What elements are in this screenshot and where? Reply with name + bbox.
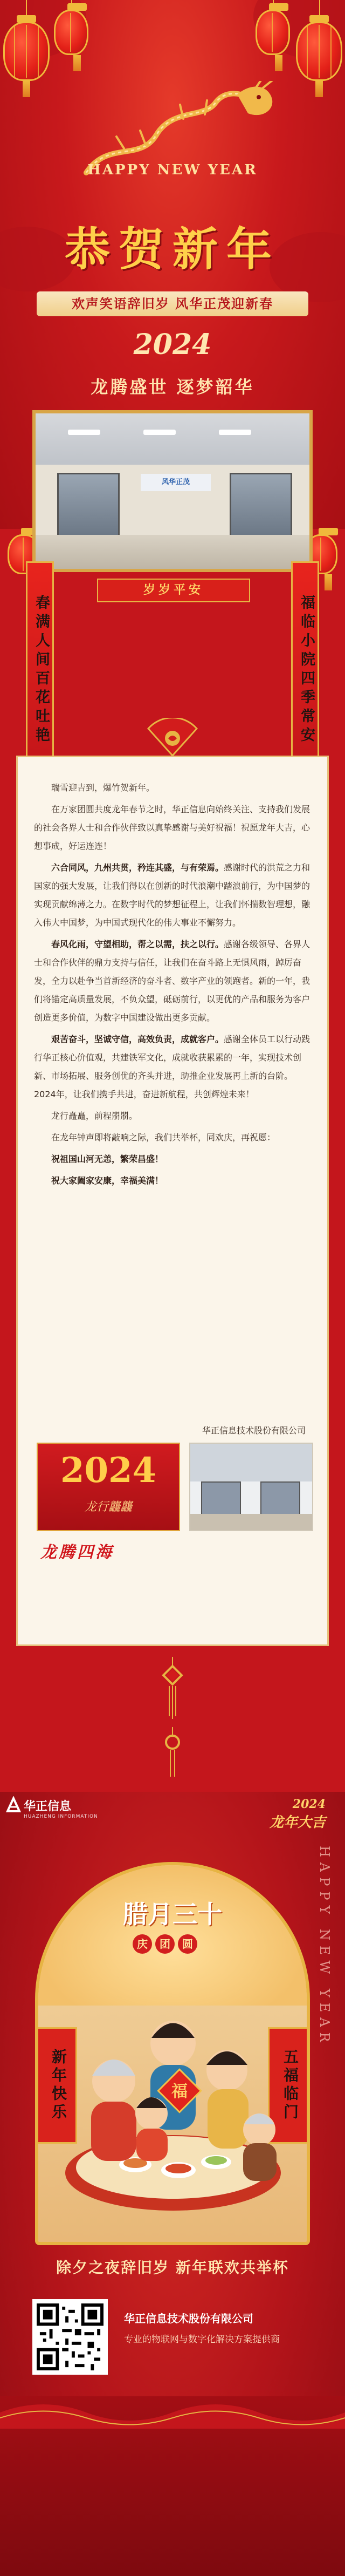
greeting-letter	[16, 756, 329, 1646]
lantern-icon	[54, 10, 88, 55]
poster-slogan: 除夕之夜辞旧岁 新年联欢共举杯	[56, 2259, 289, 2276]
letter-paragraph: 六合同风，九州共贯，矜连其盛，与有荣焉。感谢时代的洪荒之力和国家的强大发展，让我们得以在创新的时代浪潮中踏浪前行，为中国梦的实现贡献绵薄之力。在数字时代的梦想征程上，让我们怀揣数智理想，融入伟大中国梦，为中国式现代化的伟大事业不懈努力。	[34, 862, 310, 928]
lantern-icon	[296, 22, 342, 81]
company-tagline: 专业的物联网与数字化解决方案提供商	[124, 2334, 280, 2345]
qr-code[interactable]	[32, 2299, 108, 2375]
year-text: 2024	[133, 328, 212, 361]
company-logo-icon	[5, 1796, 22, 1813]
wave-decoration	[0, 2396, 345, 2429]
lantern-icon	[256, 10, 290, 55]
page-title: 恭贺新年	[64, 222, 280, 276]
happy-new-year-text: HAPPY NEW YEAR	[87, 162, 258, 178]
family-illustration-frame	[35, 1862, 310, 2245]
letter-paragraph: 艰苦奋斗，坚诚守信，高效负责，成就客户。感谢全体员工以行动践行华正核心价值观，共建铁军文化，成就收获累累的一年，实现技术创新、市场拓展、服务创优的齐头并进，助推企业发展再上新的台阶。2024年，让我们携手共进，奋进新航程，共创辉煌未来！	[34, 1034, 310, 1099]
svg-text:福: 福	[171, 2082, 188, 2101]
chinese-knot-icon	[162, 1657, 183, 1722]
office-photo	[32, 410, 313, 572]
letter-paragraph: 在龙年钟声即将敲响之际，我们共举杯，同欢庆，再祝愿：	[51, 1132, 276, 1143]
slogan-text: 龙腾盛世 逐梦韶华	[91, 377, 254, 397]
greeting-ribbon: 欢声笑语辞旧岁 风华正茂迎新春	[37, 291, 308, 316]
year-card-number: 2024	[60, 1450, 157, 1491]
lunar-date-title: 腊月三十	[123, 1900, 222, 1929]
letter-paragraph: 春风化雨，守望相助，帮之以需，扶之以行。感谢各级领导、各界人士和合作伙伴的鼎力支持与信任，让我们在奋斗路上无惧风雨，踔厉奋发，全力以赴争当首新经济的奋斗者、数字产业的领跑者。新的一年，我们将锚定高质量发展，不负众望，砥砺前行，以更优的产品和服务为客户创造更多价值，为数字中国建设做出更多贡献。	[34, 939, 310, 1023]
company-brand: 华正信息 HUAZHENG INFORMATION	[24, 1800, 98, 1819]
fan-emblem-icon	[146, 718, 199, 757]
office-logo: 风华正茂	[141, 474, 211, 491]
dragon-icon	[75, 81, 280, 200]
year-card-subtitle: 龙行龘龘	[84, 1500, 132, 1514]
dragon-year-badge: 2024 龙年大吉	[269, 1797, 326, 1831]
couplet-left-poster: 新年快乐	[36, 2027, 77, 2144]
lantern-icon	[3, 22, 50, 81]
letter-paragraph: 在万家团圆共度龙年春节之时，华正信息向始终关注、支持我们发展的社会各界人士和合作伙伴致以真挚感谢与美好祝福！祝愿龙年大吉，心想事成，好运连连！	[34, 804, 310, 851]
letter-paragraph: 龙行矗矗，前程朤朤。	[51, 1111, 138, 1121]
door-banner: 岁岁平安	[97, 579, 250, 602]
letter-body	[34, 779, 311, 1193]
couplet-right: 福临小院四季常安	[291, 561, 319, 772]
couplet-right-poster: 五福临门	[268, 2027, 309, 2144]
lunar-subtitle: 庆 团 圆	[133, 1934, 197, 1954]
year-card	[37, 1443, 180, 1531]
company-name: 华正信息技术股份有限公司	[124, 2312, 253, 2325]
office-photo-small	[189, 1443, 313, 1531]
letter-paragraph: 祝祖国山河无恙，繁荣昌盛！	[51, 1154, 164, 1164]
calligraphy-text: 龙腾四海	[40, 1543, 114, 1562]
qr-code-icon	[37, 2303, 104, 2370]
couplet-left: 春满人间百花吐艳	[26, 561, 54, 772]
letter-signature: 华正信息技术股份有限公司	[202, 1425, 306, 1436]
happy-new-year-vertical: HAPPY NEW YEAR	[317, 1846, 332, 2048]
family-dinner-illustration	[49, 1979, 297, 2216]
chinese-knot-icon	[162, 1727, 183, 1781]
letter-paragraph: 祝大家阖家安康，幸福美满！	[51, 1175, 164, 1186]
letter-paragraph: 瑞雪迎吉到，爆竹贺新年。	[51, 783, 155, 793]
